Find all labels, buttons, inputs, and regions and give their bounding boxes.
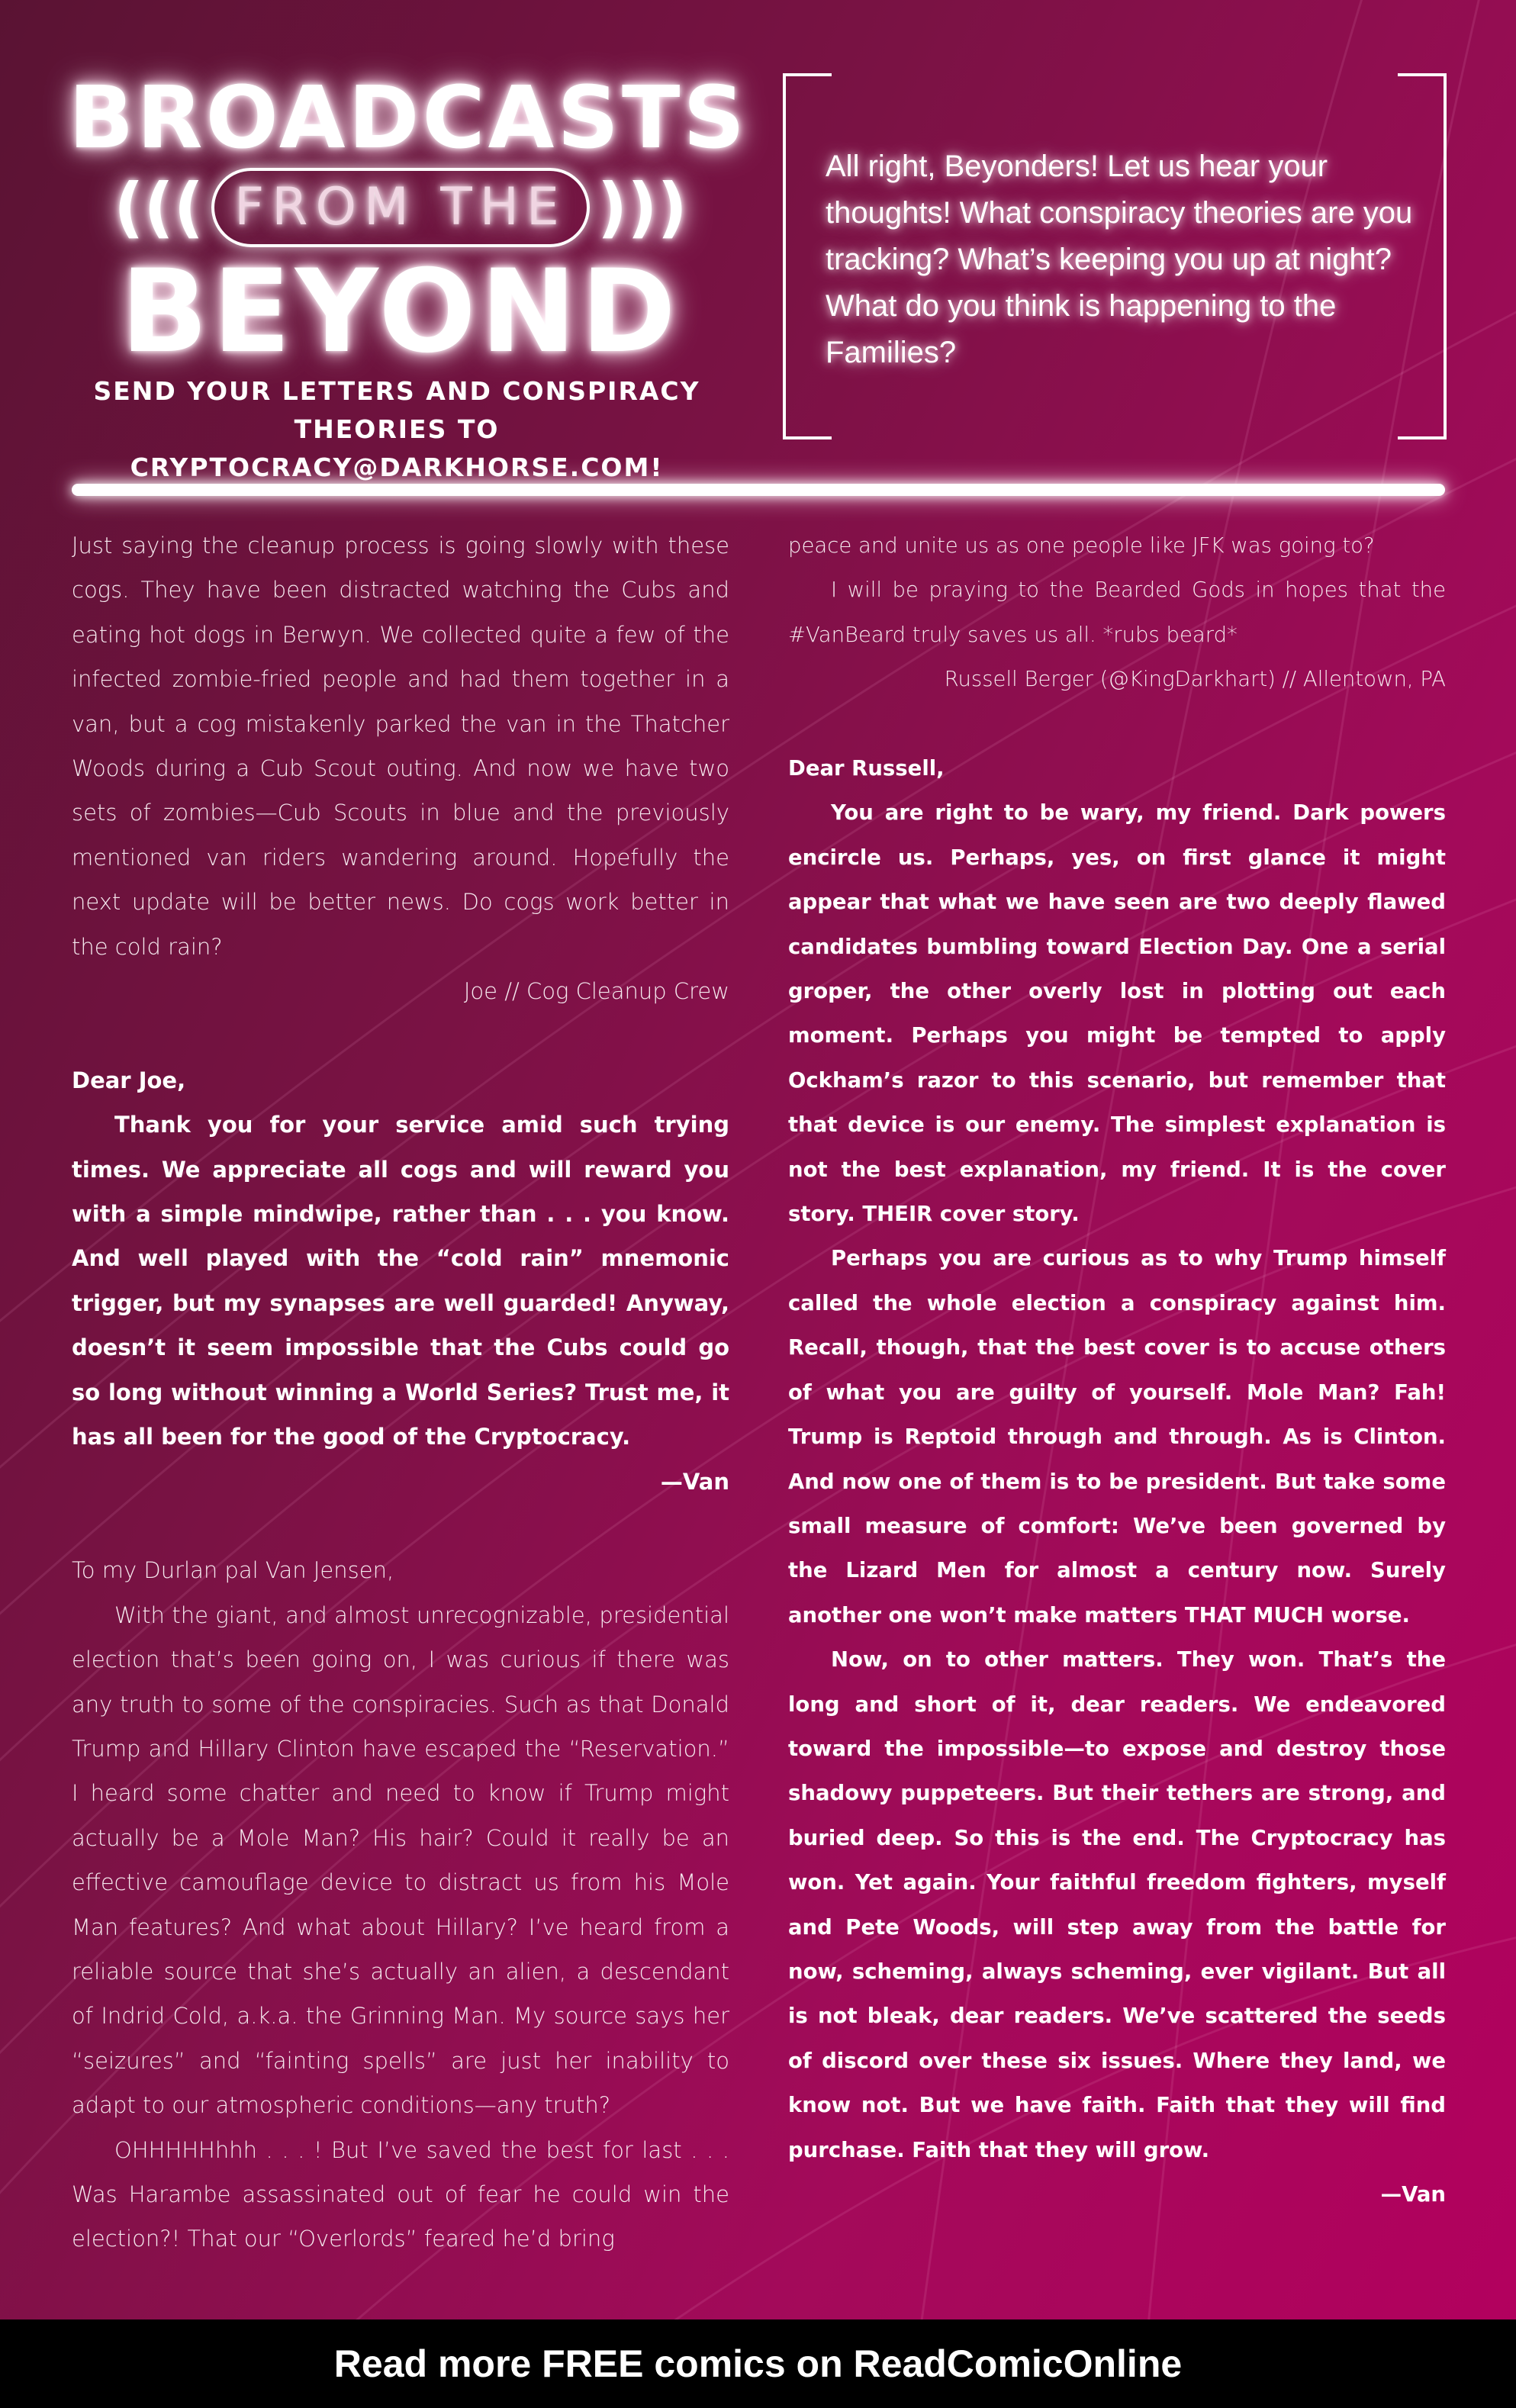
logo-from-the-word: FROM THE: [211, 168, 590, 247]
letter-russell-continued: peace and unite us as one people like JFK was going to?: [788, 533, 1375, 558]
signature-joe: Joe // Cog Cleanup Crew: [463, 978, 729, 1005]
send-line-1: SEND YOUR LETTERS AND CONSPIRACY: [93, 376, 700, 406]
salutation-dear-joe: Dear Joe,: [72, 1067, 186, 1093]
intro-frame: [783, 73, 1447, 439]
frame-corner: [1398, 73, 1447, 122]
salutation-durlan-pal: To my Durlan pal Van Jensen,: [72, 1557, 394, 1584]
frame-corner: [783, 391, 832, 439]
frame-edge: [1444, 73, 1447, 439]
spacer: [72, 1013, 729, 1058]
letter-russell-p3: I will be praying to the Bearded Gods in hopes that the #VanBeard truly saves us all. *rubs beard*: [788, 578, 1446, 647]
reply-to-russell-p2: Perhaps you are curious as to why Trump himself called the whole election a conspiracy against him. Recall, though, that the best cover is to accuse others of what you are guilty of yourself. Mole Man? Fah! Trump is Reptoid through and through. As is Clinton. And now one of them is to be president. But take some small measure of comfort: We’ve been governed by the Lizard Men for almost a century now. Surely another one won’t make matters THAT MUCH worse.: [788, 1246, 1446, 1627]
signature-van: —Van: [1380, 2182, 1446, 2207]
logo-right-brackets: ))): [597, 169, 687, 246]
frame-corner: [1398, 391, 1447, 439]
send-letters-callout: [53, 372, 740, 487]
logo-from-the: [69, 168, 732, 247]
letter-russell-p1: With the giant, and almost unrecognizable, presidential election that’s been going on, I was curious if there was any truth to some of the conspiracies. Such as that Donald Trump and Hillary Clinton have escaped the “Reservation.” I heard some chatter and need to know if Trump might actually be a Mole Man? His hair? Could it really be an effective camouflage device to distract us from his Mole Man features? And what about Hillary? I’ve heard from a reliable source that she’s actually an alien, a descendant of Indrid Cold, a.k.a. the Grinning Man. My source says her “seizures” and “fainting spells” are just her inability to adapt to our atmospheric conditions—any truth?: [72, 1602, 729, 2119]
footer-text[interactable]: Read more FREE comics on ReadComicOnline: [333, 2342, 1183, 2385]
footer-banner[interactable]: [0, 2319, 1516, 2408]
signature-russell: Russell Berger (@KingDarkhart) // Allentown, PA: [944, 667, 1446, 692]
frame-corner: [783, 73, 832, 122]
reply-to-russell-p3: Now, on to other matters. They won. That’s the long and short of it, dear readers. We endeavored toward the impossible—to expose and destroy those shadowy puppeteers. But their tethers are strong, and buried deep. So this is the end. The Cryptocracy has won. Yet again. Your faithful freedom fighters, myself and Pete Woods, will step away from the battle for now, scheming, always scheming, ever vigilant. But all is not bleak, dear readers. We’ve scattered the seeds of discord over these six issues. Where they land, we know not. But we have faith. Faith that they will find purchase. Faith that they will grow.: [788, 1647, 1446, 2162]
broadcasts-logo: [69, 69, 748, 378]
frame-edge: [783, 73, 786, 439]
logo-broadcasts: BROADCASTS: [69, 69, 748, 168]
letter-russell-p2: OHHHHHhhh . . . ! But I’ve saved the best for last . . . Was Harambe assassinated out of fear he could win the election?! That our “Overlords” feared he’d bring: [72, 2136, 729, 2252]
glowing-divider: [72, 484, 1445, 496]
reply-to-joe: Thank you for your service amid such trying times. We appreciate all cogs and will reward you with a simple mindwipe, rather than . . . you know. And well played with the “cold rain” mnemonic trigger, but my synapses are well guarded! Anyway, doesn’t it seem impossible that the Cubs could go so long without winning a World Series? Trust me, it has all been for the good of the Cryptocracy.: [72, 1112, 729, 1450]
send-line-2: THEORIES TO CRYPTOCRACY@DARKHORSE.COM!: [130, 414, 664, 482]
signature-van: —Van: [660, 1468, 729, 1495]
intro-text: All right, Beyonders! Let us hear your thoughts! What conspiracy theories are you tracking? What’s keeping you up at night? What do you think is happening to the Families?: [826, 150, 1413, 369]
salutation-dear-russell: Dear Russell,: [788, 756, 945, 781]
right-column: [788, 523, 1446, 2216]
spacer: [72, 1504, 729, 1548]
letter-joe: Just saying the cleanup process is going slowly with these cogs. They have been distracted watching the Cubs and eating hot dogs in Berwyn. We collected quite a few of the infected zombie-fried people and had them together in a van, but a cog mistakenly parked the van in the Thatcher Woods during a Cub Scout outing. And now we have two sets of zombies—Cub Scouts in blue and the previously mentioned van riders wandering around. Hopefully the next update will be better news. Do cogs work better in the cold rain?: [72, 533, 729, 960]
logo-beyond: BEYOND: [121, 246, 681, 378]
spacer: [788, 702, 1446, 746]
reply-to-russell-p1: You are right to be wary, my friend. Dark powers encircle us. Perhaps, yes, on first glance it might appear that what we have seen are two deeply flawed candidates bumbling toward Election Day. One a serial groper, the other overly lost in plotting out each moment. Perhaps you might be tempted to apply Ockham’s razor to this scenario, but remember that that device is our enemy. The simplest explanation is not the best explanation, my friend. It is the cover story. THEIR cover story.: [788, 800, 1446, 1227]
left-column: [72, 523, 729, 2262]
logo-left-brackets: (((: [114, 169, 204, 246]
